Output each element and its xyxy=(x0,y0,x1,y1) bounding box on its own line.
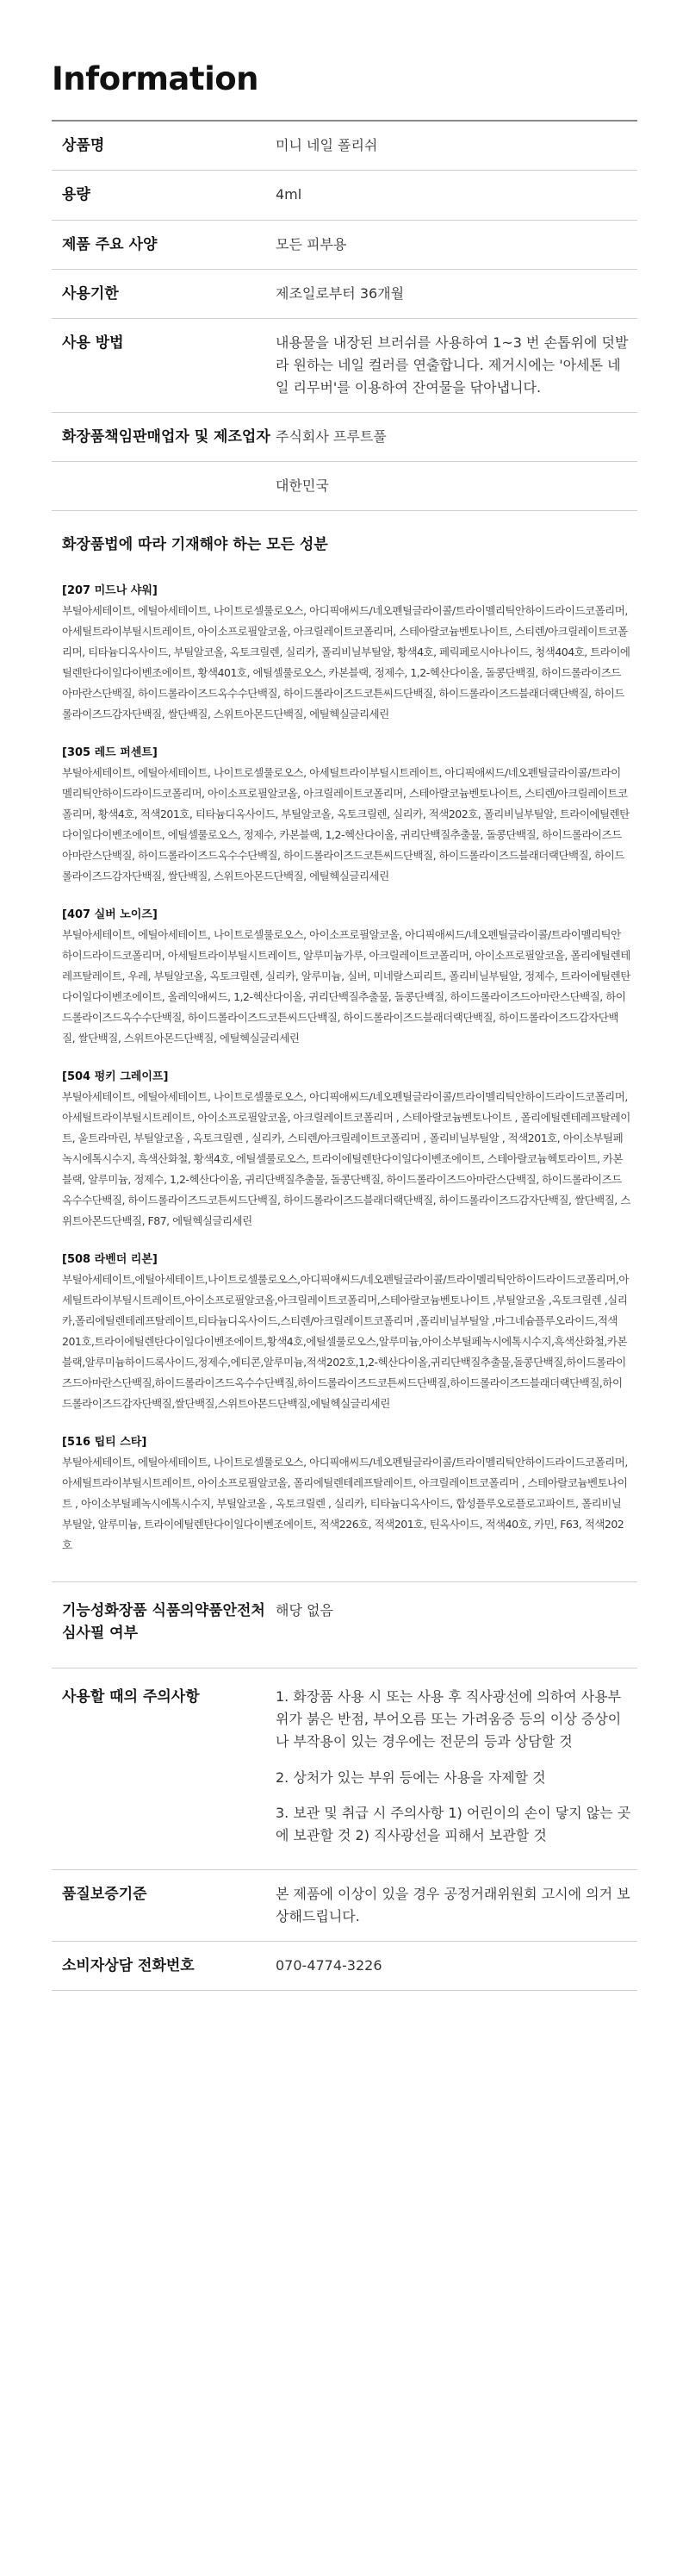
company-row xyxy=(52,412,637,461)
ingredient-group-text: 부틸아세테이트, 에틸아세테이트, 나이트로셀룰로오스, 아세틸트라이부틸시트레이트, 아디픽애씨드/네오펜틸글라이콜/트라이멜리틱안하이드라이드코폴리머, 아이소프로필알코올, 아크릴레이트코폴리머, 스테아랄코늄벤토나이트, 스티렌/아크릴레이트코폴리머, 황색4호, 적색201호, 티타늄디옥사이드, 부틸알코올, 옥토크릴렌, 실리카, 적색202호, 폴리비닐부틸알, 트라이에틸렌탄다이일다이벤조에이트, 에틸셀룰로오스, 정제수, 카본블랙, 1,2-헥산다이올, 귀리단백질추출물, 돌콩단백질, 하이드롤라이즈드아마란스단백질, 하이드롤라이즈드옥수수단백질, 하이드롤라이즈드코튼씨드단백질, 하이드롤라이즈드블래더랙단백질, 하이드롤라이즈드감자단백질, 쌀단백질, 스위트아몬드단백질, 에틸헥실글리세린 xyxy=(62,765,630,883)
usage-label: 사용 방법 xyxy=(62,334,124,352)
spec-label: 제품 주요 사양 xyxy=(62,235,158,253)
ingredient-group-text: 부틸아세테이트, 에틸아세테이트, 나이트로셀룰로오스, 아디픽애씨드/네오펜틸글라이콜/트라이멜리틱안하이드라이드코폴리머, 아세틸트라이부틸시트레이트, 아이소프로필알코올, 아크릴레이트코폴리머, 스테아랄코늄벤토나이트, 스티렌/아크릴레이트코폴리머, 티타늄디옥사이드, 부틸알코올, 옥토크릴렌, 실리카, 폴리비닐부틸알, 황색4호, 페릭페로시아나이드, 청색404호, 트라이에틸렌탄다이일다이벤조에이트, 황색401호, 에틸셀룰로오스, 카본블랙, 정제수, 1,2-헥산다이올, 돌콩단백질, 하이드롤라이즈드아마란스단백질, 하이드롤라이즈드옥수수단백질, 하이드롤라이즈드코튼씨드단백질, 하이드롤라이즈드블래더랙단백질, 하이드롤라이즈드감자단백질, 쌀단백질, 스위트아몬드단백질, 에틸헥실글리세린 xyxy=(62,603,630,720)
ingredient-group-title: [407 실버 노이즈] xyxy=(62,908,158,921)
ingredient-group-text: 부틸아세테이트, 에틸아세테이트, 나이트로셀룰로오스, 아디픽애씨드/네오펜틸글라이콜/트라이멜리틱안하이드라이드코폴리머, 아세틸트라이부틸시트레이트, 아이소프로필알코올, 아크릴레이트코폴리머 , 스테아랄코늄벤토나이트 , 폴리에틸렌테레프탈레이트, 울트라마린, 부틸알코올 , 옥토크릴렌 , 실리카, 스티렌/아크릴레이트코폴리머 , 폴리비닐부틸알 , 적색201호, 아이소부틸페녹시에톡시수지, 흑색산화철, 황색4호, 에틸셀룰로오스, 트라이에틸렌탄다이일다이벤조에이트, 스테아랄코늄헥토라이트, 카본블랙, 알루미늄, 정제수, 1,2-헥산다이올, 귀리단백질추출물, 돌콩단백질, 하이드롤라이즈드아마란스단백질, 하이드롤라이즈드옥수수단백질, 하이드롤라이즈드코튼씨드단백질, 하이드롤라이즈드블래더랙단백질, 하이드롤라이즈드감자단백질, 쌀단백질, 스위트아몬드단백질, F87, 에틸헥실글리세린 xyxy=(62,1089,630,1227)
expiry-row xyxy=(52,269,637,318)
ingredient-group-title: [207 미드나 샤워] xyxy=(62,583,158,597)
ingredient-group xyxy=(62,582,630,725)
functional-value: 해당 없음 xyxy=(276,1602,333,1619)
caution-value xyxy=(276,1668,637,1869)
origin-value: 대한민국 xyxy=(276,477,329,495)
ingredient-group-text: 부틸아세테이트,에틸아세테이트,나이트로셀룰로오스,아디픽애씨드/네오펜틸글라이콜/트라이멜리틱안하이드라이드코폴리머,아세틸트라이부틸시트레이트,아이소프로필알코올,아크릴레이트코폴리머,스테아랄코늄벤토나이트 ,부틸알코올 ,옥토크릴렌 ,실리카,폴리에틸렌테레프탈레이트,티타늄디옥사이드,스티렌/아크릴레이트코폴리머 ,폴리비닐부틸알 ,마그네슘플루오라이드,적색201호,트라이에틸렌탄다이일다이벤조에이트,황색4호,에틸셀룰로오스,알루미늄,아이소부틸페녹시에톡시수지,흑색산화철,카본블랙,알루미늄하이드록사이드,정제수,에티콘,알루미늄,적색202호,1,2-헥산다이올,귀리단백질추출물,돌콩단백질,하이드롤라이즈드아마란스단백질,하이드롤라이즈드옥수수단백질,하이드롤라이즈드코튼씨드단백질,하이드롤라이즈드블래더랙단백질,하이드롤라이즈드감자단백질,쌀단백질,스위트아몬드단백질,에틸헥실글리세린 xyxy=(62,1273,629,1410)
product-name-value: 미니 네일 폴리쉬 xyxy=(276,137,378,153)
spec-row xyxy=(52,220,637,269)
caution-label: 사용할 때의 주의사항 xyxy=(62,1687,200,1706)
quality-label: 품질보증기준 xyxy=(62,1886,147,1904)
quality-value: 본 제품에 이상이 있을 경우 공정거래위원회 고시에 의거 보상해드립니다. xyxy=(276,1886,630,1925)
ingredient-group-text: 부틸아세테이트, 에틸아세테이트, 나이트로셀룰로오스, 아디픽애씨드/네오펜틸글라이콜/트라이멜리틱안하이드라이드코폴리머, 아세틸트라이부틸시트레이트, 아이소프로필알코올, 폴리에틸렌테레프탈레이트, 아크릴레이트코폴리머 , 스테아랄코늄벤토나이트 , 아이소부틸페녹시에톡시수지, 부틸알코올 , 옥토크릴렌 , 실리카, 티타늄디옥사이드, 합성플루오로플로고파이트, 폴리비닐부틸알, 알루미늄, 트라이에틸렌탄다이일다이벤조에이트, 적색226호, 적색201호, 틴옥사이드, 적색40호, 카민, F63, 적색202호 xyxy=(62,1456,628,1552)
ingredients-heading: 화장품법에 따라 기재해야 하는 모든 성분 xyxy=(52,510,637,569)
product-name-row xyxy=(52,120,637,170)
ingredient-group-title: [516 팁티 스타] xyxy=(62,1436,147,1449)
contact-label: 소비자상담 전화번호 xyxy=(62,1957,195,1975)
ingredient-group xyxy=(62,1251,630,1414)
caution-row xyxy=(52,1668,637,1869)
usage-value: 내용물을 내장된 브러쉬를 사용하여 1~3 번 손톱위에 덧발라 원하는 네일 컬러를 연출합니다. 제거시에는 '아세톤 네일 리무버'를 이용하여 잔여물을 닦아냅니다. xyxy=(276,334,629,396)
ingredient-group-title: [305 레드 퍼센트] xyxy=(62,745,158,759)
origin-row xyxy=(52,461,637,510)
caution-item: 2. 상처가 있는 부위 등에는 사용을 자제할 것 xyxy=(276,1768,546,1786)
functional-label: 기능성화장품 식품의약품안전처 심사필 여부 xyxy=(62,1602,265,1643)
origin-label xyxy=(52,462,276,510)
functional-row xyxy=(52,1581,637,1668)
product-name-label: 상품명 xyxy=(62,137,105,154)
usage-row xyxy=(52,318,637,412)
volume-value: 4ml xyxy=(276,186,302,203)
expiry-value: 제조일로부터 36개월 xyxy=(276,285,405,303)
ingredient-group-title: [508 라벤더 리본] xyxy=(62,1252,158,1266)
ingredient-group-title: [504 펑키 그레이프] xyxy=(62,1070,169,1083)
spec-value: 모든 피부용 xyxy=(276,235,347,253)
caution-item: 3. 보관 및 취급 시 주의사항 1) 어린이의 손이 닿지 않는 곳에 보관할 것 2) 직사광선을 피해서 보관할 것 xyxy=(276,1805,631,1844)
ingredient-group xyxy=(62,1068,630,1232)
ingredients-list xyxy=(52,570,637,1582)
quality-row xyxy=(52,1869,637,1941)
page-title: Information xyxy=(52,60,259,97)
ingredient-group xyxy=(62,1433,630,1556)
company-label: 화장품책임판매업자 및 제조업자 xyxy=(62,428,270,446)
ingredient-group xyxy=(62,744,630,887)
contact-row xyxy=(52,1941,637,1991)
expiry-label: 사용기한 xyxy=(62,285,119,303)
ingredient-group-text: 부틸아세테이트, 에틸아세테이트, 나이트로셀룰로오스, 아이소프로필알코올, 아디픽애씨드/네오펜틸글라이콜/트라이멜리틱안하이드라이드코폴리머, 아세틸트라이부틸시트레이트, 알루미늄가루, 아크릴레이트코폴리머, 아이소프로필알코올, 폴리에틸렌테레프탈레이트, 우레, 부틸알코올, 옥토크릴렌, 실리카, 알루미늄, 실버, 미네랄스피리트, 폴리비닐부틸알, 정제수, 트라이에틸렌탄다이일다이벤조에이트, 올레익애씨드, 1,2-헥산다이올, 귀리단백질추출물, 돌콩단백질, 하이드롤라이즈드아마란스단백질, 하이드롤라이즈드옥수수단백질, 하이드롤라이즈드코튼씨드단백질, 하이드롤라이즈드블래더랙단백질, 하이드롤라이즈드감자단백질, 쌀단백질, 스위트아몬드단백질, 에틸헥실글리세린 xyxy=(62,927,630,1045)
volume-label: 용량 xyxy=(62,186,90,204)
caution-item: 1. 화장품 사용 시 또는 사용 후 직사광선에 의하여 사용부위가 붉은 반점, 부어오름 또는 가려움증 등의 이상 증상이나 부작용이 있는 경우에는 전문의 등과 상담할 것 xyxy=(276,1687,622,1750)
contact-value: 070-4774-3226 xyxy=(276,1957,382,1974)
company-value: 주식회사 프루트풀 xyxy=(276,428,387,446)
volume-row xyxy=(52,170,637,219)
ingredient-group xyxy=(62,906,630,1049)
